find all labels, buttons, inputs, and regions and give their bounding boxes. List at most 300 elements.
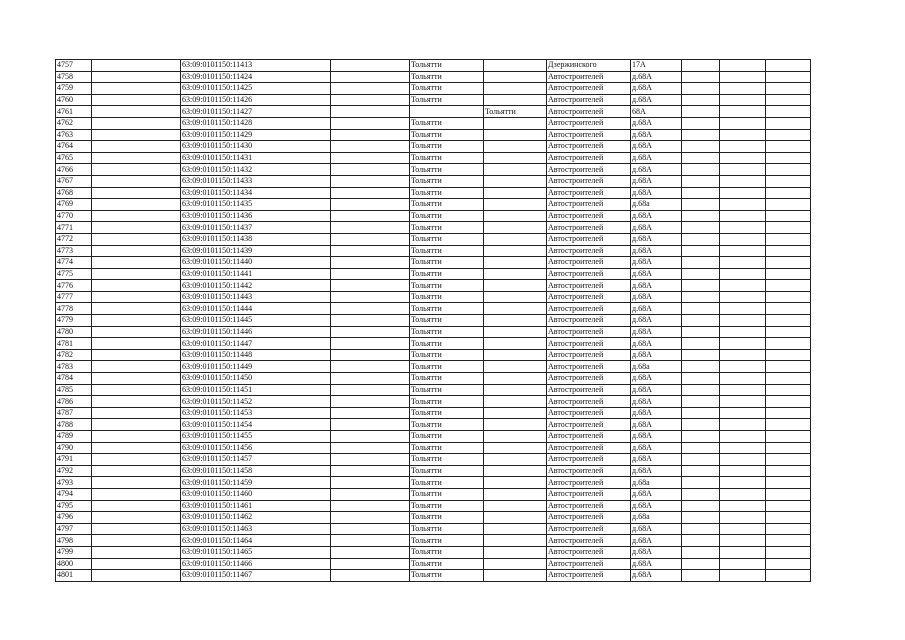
- cadastral-number-cell: 63:09:0101150:11459: [181, 477, 331, 489]
- blank-cell: [92, 222, 181, 234]
- blank-cell: [682, 570, 720, 582]
- house-number-cell: д.68А: [631, 280, 682, 292]
- city-cell: Тольятти: [410, 419, 484, 431]
- cadastral-number-cell: 63:09:0101150:11430: [181, 141, 331, 153]
- blank-cell: [720, 129, 766, 141]
- street-cell: Автостроителей: [547, 407, 631, 419]
- cadastral-number-cell: 63:09:0101150:11424: [181, 71, 331, 83]
- city-cell: Тольятти: [410, 488, 484, 500]
- blank-cell: [331, 175, 410, 187]
- table-row: [56, 465, 811, 477]
- city-cell: Тольятти: [410, 117, 484, 129]
- table-row: [56, 570, 811, 582]
- blank-cell: [766, 303, 811, 315]
- house-number-cell: д.68А: [631, 129, 682, 141]
- row-number-cell: 4794: [56, 488, 92, 500]
- house-number-cell: д.68А: [631, 268, 682, 280]
- blank-cell: [720, 523, 766, 535]
- table-row: [56, 303, 811, 315]
- city-cell: Тольятти: [410, 396, 484, 408]
- city-cell: Тольятти: [410, 361, 484, 373]
- blank-cell: [720, 442, 766, 454]
- street-cell: Автостроителей: [547, 164, 631, 176]
- blank-cell: [92, 465, 181, 477]
- blank-cell: [331, 315, 410, 327]
- table-row: [56, 442, 811, 454]
- blank-cell: [766, 326, 811, 338]
- house-number-cell: д.68а: [631, 199, 682, 211]
- city-alt-cell: [484, 373, 547, 385]
- street-cell: Автостроителей: [547, 326, 631, 338]
- street-cell: Автостроителей: [547, 535, 631, 547]
- blank-cell: [92, 326, 181, 338]
- blank-cell: [682, 245, 720, 257]
- house-number-cell: д.68А: [631, 500, 682, 512]
- blank-cell: [682, 326, 720, 338]
- city-alt-cell: [484, 465, 547, 477]
- cadastral-number-cell: 63:09:0101150:11442: [181, 280, 331, 292]
- blank-cell: [331, 268, 410, 280]
- blank-cell: [331, 233, 410, 245]
- blank-cell: [92, 233, 181, 245]
- blank-cell: [92, 60, 181, 72]
- blank-cell: [682, 419, 720, 431]
- blank-cell: [766, 210, 811, 222]
- blank-cell: [720, 500, 766, 512]
- blank-cell: [682, 384, 720, 396]
- row-number-cell: 4796: [56, 512, 92, 524]
- blank-cell: [720, 326, 766, 338]
- blank-cell: [331, 106, 410, 118]
- house-number-cell: д.68а: [631, 512, 682, 524]
- house-number-cell: д.68А: [631, 442, 682, 454]
- blank-cell: [331, 141, 410, 153]
- blank-cell: [682, 60, 720, 72]
- street-cell: Автостроителей: [547, 175, 631, 187]
- city-cell: Тольятти: [410, 570, 484, 582]
- cadastral-number-cell: 63:09:0101150:11436: [181, 210, 331, 222]
- blank-cell: [766, 349, 811, 361]
- city-cell: Тольятти: [410, 60, 484, 72]
- table-row: [56, 349, 811, 361]
- house-number-cell: д.68А: [631, 419, 682, 431]
- street-cell: Автостроителей: [547, 199, 631, 211]
- blank-cell: [682, 210, 720, 222]
- street-cell: Автостроителей: [547, 558, 631, 570]
- blank-cell: [766, 257, 811, 269]
- blank-cell: [720, 106, 766, 118]
- table-row: [56, 512, 811, 524]
- city-cell: Тольятти: [410, 315, 484, 327]
- city-cell: Тольятти: [410, 465, 484, 477]
- table-row: [56, 94, 811, 106]
- table-row: [56, 419, 811, 431]
- blank-cell: [331, 245, 410, 257]
- city-alt-cell: [484, 454, 547, 466]
- row-number-cell: 4799: [56, 546, 92, 558]
- blank-cell: [766, 315, 811, 327]
- blank-cell: [331, 512, 410, 524]
- house-number-cell: д.68А: [631, 349, 682, 361]
- blank-cell: [331, 338, 410, 350]
- city-cell: Тольятти: [410, 500, 484, 512]
- street-cell: Автостроителей: [547, 129, 631, 141]
- blank-cell: [92, 83, 181, 95]
- blank-cell: [766, 407, 811, 419]
- city-alt-cell: [484, 523, 547, 535]
- blank-cell: [766, 419, 811, 431]
- city-alt-cell: [484, 338, 547, 350]
- street-cell: Автостроителей: [547, 373, 631, 385]
- row-number-cell: 4770: [56, 210, 92, 222]
- city-alt-cell: Тольятти: [484, 106, 547, 118]
- cadastral-number-cell: 63:09:0101150:11455: [181, 431, 331, 443]
- house-number-cell: д.68А: [631, 141, 682, 153]
- house-number-cell: д.68А: [631, 338, 682, 350]
- city-cell: Тольятти: [410, 384, 484, 396]
- city-cell: Тольятти: [410, 454, 484, 466]
- cadastral-number-cell: 63:09:0101150:11434: [181, 187, 331, 199]
- blank-cell: [331, 210, 410, 222]
- blank-cell: [682, 500, 720, 512]
- house-number-cell: д.68А: [631, 431, 682, 443]
- city-cell: Тольятти: [410, 233, 484, 245]
- city-alt-cell: [484, 291, 547, 303]
- city-cell: Тольятти: [410, 187, 484, 199]
- blank-cell: [92, 94, 181, 106]
- blank-cell: [331, 349, 410, 361]
- blank-cell: [720, 396, 766, 408]
- house-number-cell: д.68А: [631, 465, 682, 477]
- house-number-cell: д.68А: [631, 117, 682, 129]
- blank-cell: [682, 71, 720, 83]
- blank-cell: [92, 175, 181, 187]
- house-number-cell: д.68А: [631, 245, 682, 257]
- row-number-cell: 4774: [56, 257, 92, 269]
- blank-cell: [766, 280, 811, 292]
- blank-cell: [682, 546, 720, 558]
- city-cell: Тольятти: [410, 71, 484, 83]
- blank-cell: [720, 488, 766, 500]
- house-number-cell: д.68А: [631, 523, 682, 535]
- city-alt-cell: [484, 129, 547, 141]
- blank-cell: [720, 152, 766, 164]
- blank-cell: [766, 512, 811, 524]
- street-cell: Автостроителей: [547, 222, 631, 234]
- blank-cell: [720, 419, 766, 431]
- cadastral-number-cell: 63:09:0101150:11446: [181, 326, 331, 338]
- blank-cell: [720, 465, 766, 477]
- cadastral-number-cell: 63:09:0101150:11448: [181, 349, 331, 361]
- cadastral-number-cell: 63:09:0101150:11439: [181, 245, 331, 257]
- table-row: [56, 222, 811, 234]
- city-cell: Тольятти: [410, 349, 484, 361]
- blank-cell: [720, 558, 766, 570]
- table-row: [56, 546, 811, 558]
- city-cell: Тольятти: [410, 523, 484, 535]
- blank-cell: [766, 164, 811, 176]
- street-cell: Автостроителей: [547, 488, 631, 500]
- city-alt-cell: [484, 175, 547, 187]
- blank-cell: [682, 291, 720, 303]
- street-cell: Автостроителей: [547, 106, 631, 118]
- blank-cell: [92, 431, 181, 443]
- row-number-cell: 4780: [56, 326, 92, 338]
- table-row: [56, 477, 811, 489]
- house-number-cell: д.68А: [631, 233, 682, 245]
- street-cell: Автостроителей: [547, 523, 631, 535]
- city-alt-cell: [484, 419, 547, 431]
- city-alt-cell: [484, 546, 547, 558]
- house-number-cell: д.68А: [631, 71, 682, 83]
- blank-cell: [766, 396, 811, 408]
- blank-cell: [331, 222, 410, 234]
- cadastral-number-cell: 63:09:0101150:11465: [181, 546, 331, 558]
- blank-cell: [682, 106, 720, 118]
- blank-cell: [682, 477, 720, 489]
- cadastral-number-cell: 63:09:0101150:11427: [181, 106, 331, 118]
- blank-cell: [720, 431, 766, 443]
- table-row: [56, 268, 811, 280]
- blank-cell: [682, 407, 720, 419]
- blank-cell: [682, 373, 720, 385]
- city-cell: Тольятти: [410, 175, 484, 187]
- street-cell: Автостроителей: [547, 280, 631, 292]
- blank-cell: [682, 175, 720, 187]
- house-number-cell: д.68А: [631, 454, 682, 466]
- blank-cell: [92, 396, 181, 408]
- table-row: [56, 488, 811, 500]
- blank-cell: [331, 129, 410, 141]
- table-row: [56, 106, 811, 118]
- cadastral-number-cell: 63:09:0101150:11466: [181, 558, 331, 570]
- house-number-cell: д.68А: [631, 326, 682, 338]
- blank-cell: [331, 187, 410, 199]
- city-cell: Тольятти: [410, 199, 484, 211]
- table-row: [56, 175, 811, 187]
- table-row: [56, 233, 811, 245]
- table-row: [56, 129, 811, 141]
- city-cell: Тольятти: [410, 83, 484, 95]
- blank-cell: [92, 535, 181, 547]
- street-cell: Автостроителей: [547, 546, 631, 558]
- blank-cell: [720, 407, 766, 419]
- city-alt-cell: [484, 245, 547, 257]
- city-cell: Тольятти: [410, 431, 484, 443]
- cadastral-number-cell: 63:09:0101150:11453: [181, 407, 331, 419]
- house-number-cell: д.68а: [631, 361, 682, 373]
- blank-cell: [92, 71, 181, 83]
- city-alt-cell: [484, 199, 547, 211]
- blank-cell: [766, 558, 811, 570]
- blank-cell: [682, 303, 720, 315]
- cadastral-number-cell: 63:09:0101150:11426: [181, 94, 331, 106]
- cadastral-number-cell: 63:09:0101150:11413: [181, 60, 331, 72]
- street-cell: Автостроителей: [547, 245, 631, 257]
- table-row: [56, 431, 811, 443]
- table-row: [56, 164, 811, 176]
- cadastral-number-cell: 63:09:0101150:11447: [181, 338, 331, 350]
- blank-cell: [682, 349, 720, 361]
- house-number-cell: д.68А: [631, 83, 682, 95]
- row-number-cell: 4767: [56, 175, 92, 187]
- house-number-cell: д.68А: [631, 396, 682, 408]
- blank-cell: [682, 523, 720, 535]
- blank-cell: [92, 523, 181, 535]
- blank-cell: [766, 488, 811, 500]
- house-number-cell: д.68А: [631, 175, 682, 187]
- blank-cell: [766, 431, 811, 443]
- city-alt-cell: [484, 361, 547, 373]
- house-number-cell: д.68А: [631, 222, 682, 234]
- blank-cell: [682, 117, 720, 129]
- blank-cell: [720, 233, 766, 245]
- street-cell: Автостроителей: [547, 477, 631, 489]
- blank-cell: [331, 396, 410, 408]
- street-cell: Автостроителей: [547, 187, 631, 199]
- blank-cell: [92, 349, 181, 361]
- city-cell: Тольятти: [410, 129, 484, 141]
- cadastral-number-cell: 63:09:0101150:11464: [181, 535, 331, 547]
- city-alt-cell: [484, 488, 547, 500]
- city-cell: Тольятти: [410, 512, 484, 524]
- blank-cell: [682, 187, 720, 199]
- blank-cell: [766, 94, 811, 106]
- blank-cell: [720, 94, 766, 106]
- row-number-cell: 4761: [56, 106, 92, 118]
- street-cell: Автостроителей: [547, 500, 631, 512]
- blank-cell: [766, 268, 811, 280]
- house-number-cell: д.68А: [631, 315, 682, 327]
- blank-cell: [720, 222, 766, 234]
- table-row: [56, 199, 811, 211]
- table-row: [56, 291, 811, 303]
- blank-cell: [92, 187, 181, 199]
- street-cell: Автостроителей: [547, 71, 631, 83]
- table-row: [56, 558, 811, 570]
- cadastral-number-cell: 63:09:0101150:11432: [181, 164, 331, 176]
- table-row: [56, 60, 811, 72]
- city-alt-cell: [484, 349, 547, 361]
- city-cell: Тольятти: [410, 407, 484, 419]
- blank-cell: [331, 488, 410, 500]
- city-alt-cell: [484, 71, 547, 83]
- cadastral-number-cell: 63:09:0101150:11461: [181, 500, 331, 512]
- blank-cell: [331, 303, 410, 315]
- blank-cell: [720, 315, 766, 327]
- blank-cell: [766, 442, 811, 454]
- row-number-cell: 4783: [56, 361, 92, 373]
- row-number-cell: 4791: [56, 454, 92, 466]
- blank-cell: [682, 94, 720, 106]
- street-cell: Автостроителей: [547, 210, 631, 222]
- cadastral-number-cell: 63:09:0101150:11445: [181, 315, 331, 327]
- blank-cell: [682, 396, 720, 408]
- table-row: [56, 384, 811, 396]
- data-table: [55, 59, 811, 582]
- row-number-cell: 4797: [56, 523, 92, 535]
- table-row: [56, 141, 811, 153]
- street-cell: Автостроителей: [547, 349, 631, 361]
- city-alt-cell: [484, 268, 547, 280]
- row-number-cell: 4785: [56, 384, 92, 396]
- table-row: [56, 361, 811, 373]
- row-number-cell: 4766: [56, 164, 92, 176]
- table-row: [56, 407, 811, 419]
- cadastral-number-cell: 63:09:0101150:11460: [181, 488, 331, 500]
- blank-cell: [682, 442, 720, 454]
- blank-cell: [331, 465, 410, 477]
- house-number-cell: д.68А: [631, 535, 682, 547]
- house-number-cell: д.68А: [631, 257, 682, 269]
- city-alt-cell: [484, 60, 547, 72]
- row-number-cell: 4786: [56, 396, 92, 408]
- row-number-cell: 4777: [56, 291, 92, 303]
- city-cell: Тольятти: [410, 152, 484, 164]
- blank-cell: [682, 488, 720, 500]
- street-cell: Автостроителей: [547, 419, 631, 431]
- street-cell: Автостроителей: [547, 338, 631, 350]
- blank-cell: [766, 523, 811, 535]
- city-alt-cell: [484, 326, 547, 338]
- blank-cell: [92, 512, 181, 524]
- blank-cell: [766, 373, 811, 385]
- city-alt-cell: [484, 152, 547, 164]
- table-row: [56, 280, 811, 292]
- blank-cell: [331, 199, 410, 211]
- table-row: [56, 454, 811, 466]
- row-number-cell: 4768: [56, 187, 92, 199]
- row-number-cell: 4763: [56, 129, 92, 141]
- row-number-cell: 4762: [56, 117, 92, 129]
- street-cell: Автостроителей: [547, 384, 631, 396]
- street-cell: Автостроителей: [547, 152, 631, 164]
- cadastral-number-cell: 63:09:0101150:11435: [181, 199, 331, 211]
- blank-cell: [682, 280, 720, 292]
- street-cell: Автостроителей: [547, 257, 631, 269]
- house-number-cell: д.68а: [631, 477, 682, 489]
- city-cell: Тольятти: [410, 94, 484, 106]
- street-cell: Дзержинского: [547, 60, 631, 72]
- blank-cell: [766, 361, 811, 373]
- blank-cell: [766, 152, 811, 164]
- table-row: [56, 187, 811, 199]
- row-number-cell: 4760: [56, 94, 92, 106]
- row-number-cell: 4758: [56, 71, 92, 83]
- row-number-cell: 4757: [56, 60, 92, 72]
- table-row: [56, 245, 811, 257]
- house-number-cell: д.68А: [631, 94, 682, 106]
- blank-cell: [682, 465, 720, 477]
- row-number-cell: 4779: [56, 315, 92, 327]
- city-cell: Тольятти: [410, 257, 484, 269]
- city-alt-cell: [484, 117, 547, 129]
- blank-cell: [766, 60, 811, 72]
- blank-cell: [331, 257, 410, 269]
- row-number-cell: 4788: [56, 419, 92, 431]
- row-number-cell: 4795: [56, 500, 92, 512]
- blank-cell: [682, 152, 720, 164]
- house-number-cell: д.68А: [631, 152, 682, 164]
- table-row: [56, 326, 811, 338]
- blank-cell: [331, 384, 410, 396]
- city-cell: Тольятти: [410, 326, 484, 338]
- blank-cell: [766, 500, 811, 512]
- cadastral-number-cell: 63:09:0101150:11449: [181, 361, 331, 373]
- city-alt-cell: [484, 500, 547, 512]
- blank-cell: [766, 187, 811, 199]
- city-cell: Тольятти: [410, 303, 484, 315]
